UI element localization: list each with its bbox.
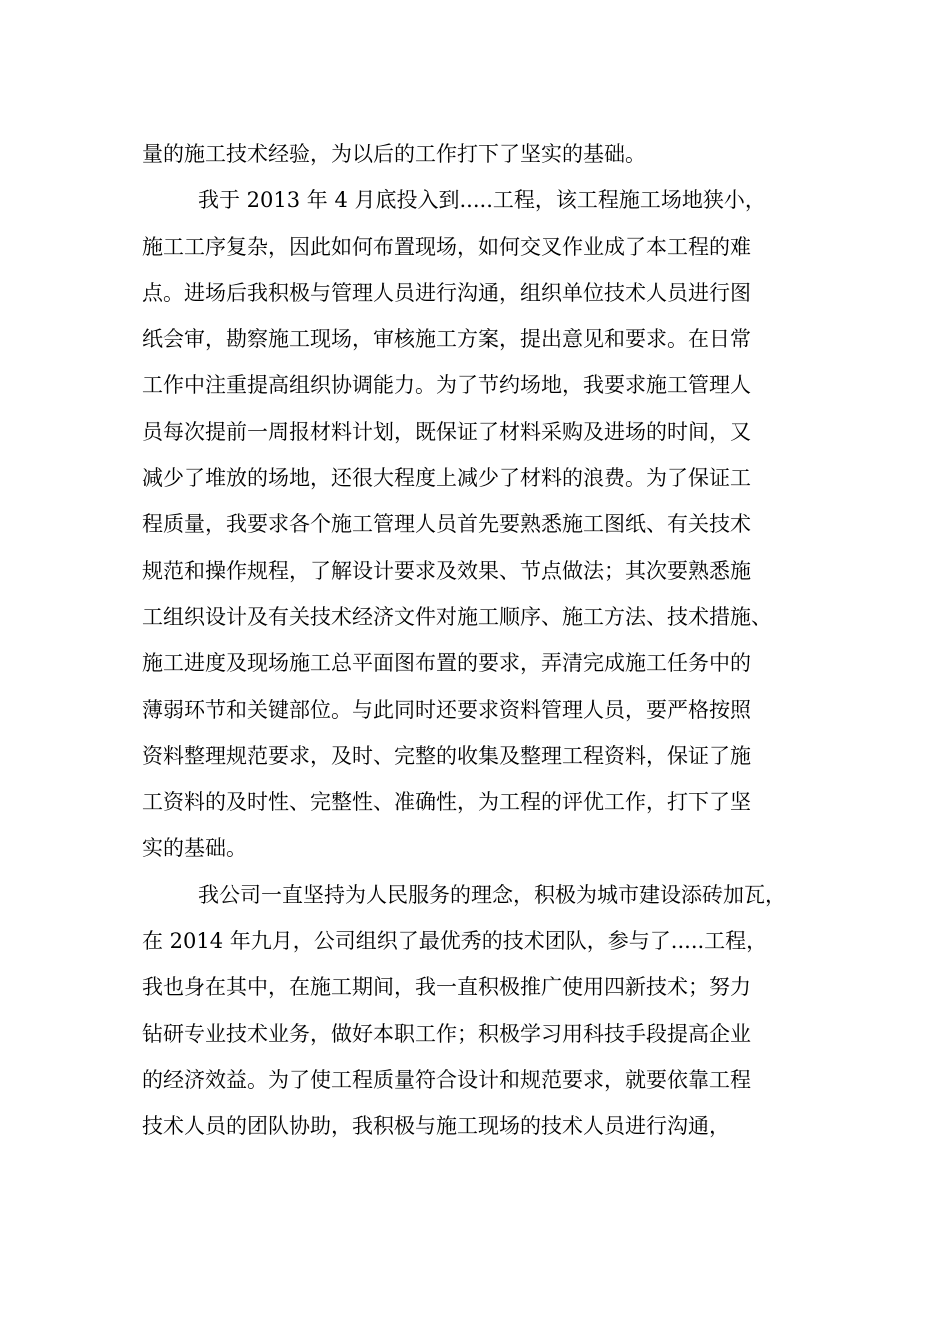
text-line: 减少了堆放的场地，还很大程度上减少了材料的浪费。为了保证工 (142, 466, 751, 491)
text-line: 技术人员的团队协助，我积极与施工现场的技术人员进行沟通， (142, 1114, 730, 1139)
text-line: 点。进场后我积极与管理人员进行沟通，组织单位技术人员进行图 (142, 280, 751, 305)
text-line: 施工工序复杂，因此如何布置现场，如何交叉作业成了本工程的难 (142, 234, 751, 259)
text-line: 工作中注重提高组织协调能力。为了节约场地，我要求施工管理人 (142, 373, 751, 398)
text-line: 工资料的及时性、完整性、准确性，为工程的评优工作，打下了坚 (142, 790, 751, 815)
paragraph-start-line: 我公司一直坚持为人民服务的理念，积极为城市建设添砖加瓦， (198, 882, 786, 907)
text-line: 工组织设计及有关技术经济文件对施工顺序、施工方法、技术措施、 (142, 604, 772, 629)
text-line: 员每次提前一周报材料计划，既保证了材料采购及进场的时间，又 (142, 419, 751, 444)
text-line: 我也身在其中，在施工期间，我一直积极推广使用四新技术；努力 (142, 975, 751, 1000)
paragraph-start-line: 我于 2013 年 4 月底投入到.....工程，该工程施工场地狭小， (198, 188, 766, 213)
text-line: 在 2014 年九月，公司组织了最优秀的技术团队，参与了.....工程， (142, 929, 768, 954)
text-line: 量的施工技术经验，为以后的工作打下了坚实的基础。 (142, 142, 646, 166)
text-line: 纸会审，勘察施工现场，审核施工方案，提出意见和要求。在日常 (142, 327, 751, 352)
text-line: 钻研专业技术业务，做好本职工作；积极学习用科技手段提高企业 (142, 1021, 751, 1046)
text-line: 的经济效益。为了使工程质量符合设计和规范要求，就要依靠工程 (142, 1067, 751, 1092)
text-line: 薄弱环节和关键部位。与此同时还要求资料管理人员，要严格按照 (142, 697, 751, 722)
text-line: 规范和操作规程，了解设计要求及效果、节点做法；其次要熟悉施 (142, 558, 751, 583)
body-text (142, 131, 842, 1150)
text-line: 程质量，我要求各个施工管理人员首先要熟悉施工图纸、有关技术 (142, 512, 751, 537)
text-line: 资料整理规范要求，及时、完整的收集及整理工程资料，保证了施 (142, 743, 751, 768)
text-line: 实的基础。 (142, 836, 247, 861)
text-line: 施工进度及现场施工总平面图布置的要求，弄清完成施工任务中的 (142, 651, 751, 676)
